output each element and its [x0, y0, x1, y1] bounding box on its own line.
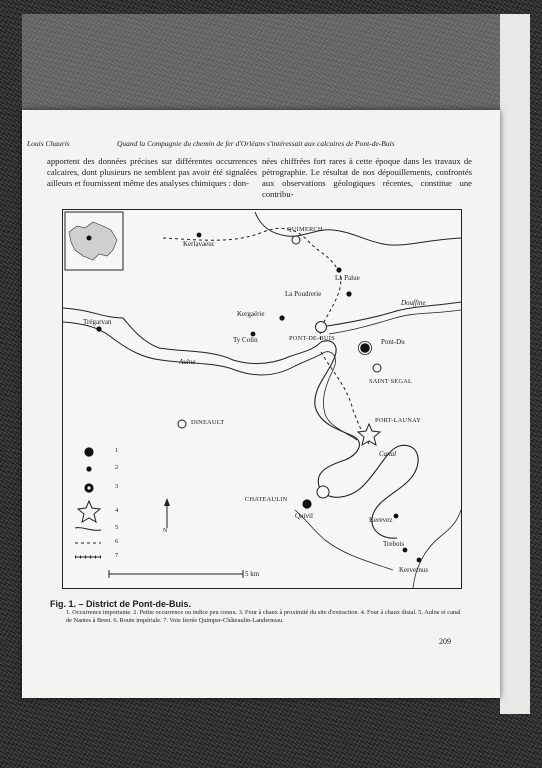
label-ty-colin: Ty Colin [233, 336, 258, 344]
header-author: Louis Chauris [27, 139, 70, 148]
north-arrow-head [164, 498, 170, 506]
inset-location-marker [87, 236, 92, 241]
body-column-left [47, 156, 257, 189]
page-number: 209 [439, 637, 451, 646]
map-drawing [63, 210, 461, 588]
estuary-south-bank [63, 322, 325, 375]
railway-line [321, 352, 369, 444]
town-saint-segal [373, 364, 381, 372]
marker-tregarvan [96, 326, 101, 331]
north-road [255, 212, 461, 245]
page-edge [500, 14, 530, 714]
legend-symbol-3-inner [87, 486, 90, 489]
figure-caption-text: 1. Occurrence importante. 2. Petite occurrence ou indice peu connu. 3. Four à chaux à proximité du site d'extraction. 4. Four à chaux distal. 5. Aulne et canal de Nantes à Brest. 6. Route impériale. 7. Voie ferrée Quimper-Châteaulin-Landerneau. [66, 609, 461, 624]
marker-trebois [403, 548, 408, 553]
label-quivil: Quivil [295, 512, 313, 520]
aulne-river-inner [323, 352, 357, 440]
label-quimerch: QUIMERCH [287, 226, 323, 233]
marker-kervernus [417, 558, 422, 563]
legend-label-3: 3 [115, 483, 119, 490]
label-pont-du: Pont-Du [381, 338, 405, 346]
label-aulne: Aulne [179, 358, 196, 366]
label-kergaerie: Kergaërie [237, 310, 265, 318]
town-dineault [178, 420, 186, 428]
label-saint-segal: SAINT SEGAL [369, 378, 413, 385]
label-port-launay: PORT-LAUNAY [375, 417, 422, 424]
label-la-palue: La Palue [335, 274, 360, 282]
town-pont-de-buis [316, 322, 327, 333]
legend-label-2: 2 [115, 464, 119, 471]
marker-pont-du [360, 343, 370, 353]
marker-kerevez [394, 514, 399, 519]
legend-label-7: 7 [115, 552, 119, 559]
body-paragraph-right: nées chiffrées fort rares à cette époque dans les travaux de pétrographie. Le résultat de nos dépouillements, confrontés aux observations géologiques récentes, constitue une contribu- [262, 156, 472, 199]
label-dineault: DINEAULT [191, 419, 225, 426]
scan-shadow-top [22, 14, 500, 114]
label-kerevez: Kerevez [369, 516, 393, 524]
label-kerlavaeuc: Kerlavaeuc [183, 240, 215, 248]
scale-label: 5 km [245, 570, 260, 578]
marker-la-poudrerie [346, 291, 351, 296]
figure-caption-title: Fig. 1. – District de Pont-de-Buis. [50, 599, 192, 609]
marker-quivil [302, 499, 311, 508]
legend-symbol-5 [75, 528, 101, 531]
legend-symbol-1 [84, 447, 93, 456]
legend-label-1: 1 [115, 447, 119, 454]
label-douffine: Douffine [401, 299, 426, 307]
legend-label-4: 4 [115, 507, 119, 514]
legend-symbol-4 [78, 501, 100, 522]
douffine-river [327, 302, 461, 326]
label-chateaulin: CHATEAULIN [245, 496, 288, 503]
marker-kerlavaeuc [197, 233, 202, 238]
label-la-poudrerie: La Poudrerie [285, 290, 322, 298]
kiln-port-launay [358, 424, 380, 445]
legend-label-6: 6 [115, 538, 119, 545]
label-tregarvan: Trégarvan [83, 318, 112, 326]
body-paragraph-left: apportent des données précises sur différentes occurrences calcaires, dont plusieurs ne semblent pas avoir été signalées ailleurs et fournissent même des analyses chimiques : don- [47, 156, 257, 188]
label-pont-de-buis: PONT-DE-BUIS [289, 335, 335, 342]
running-header [27, 139, 467, 151]
town-chateaulin [317, 486, 329, 498]
marker-la-palue [336, 267, 341, 272]
legend-label-5: 5 [115, 524, 119, 531]
legend-symbol-2 [86, 466, 91, 471]
label-kervernus: Kervernus [399, 566, 429, 574]
south-east-stream [413, 510, 461, 588]
north-label: N [163, 528, 168, 534]
body-column-right [262, 156, 472, 200]
marker-kergaerie [279, 315, 284, 320]
town-quimerch [292, 236, 300, 244]
label-trebois: Trebois [383, 540, 405, 548]
header-title: Quand la Compagnie du chemin de fer d'Orléans s'intéressait aux calcaires de Pont-de-Buis [117, 139, 395, 148]
label-canal: Canal [379, 450, 397, 458]
district-map [62, 209, 462, 589]
